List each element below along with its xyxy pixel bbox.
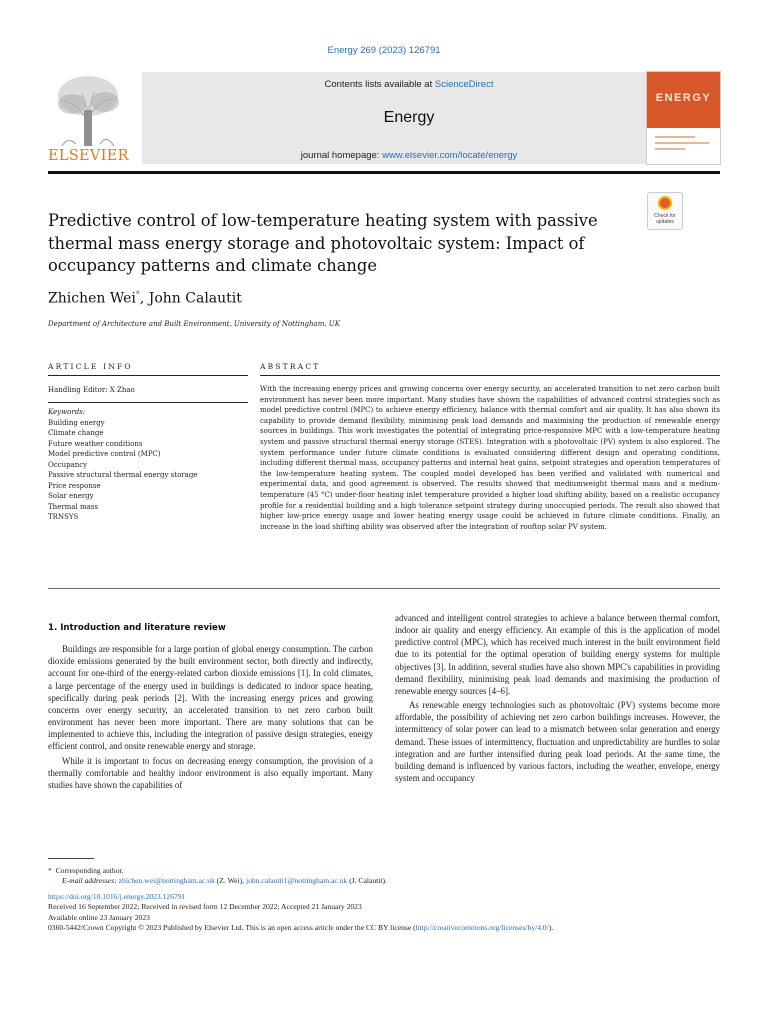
affiliation: Department of Architecture and Built Environment, University of Nottingham, UK	[48, 320, 340, 328]
cover-line	[655, 142, 709, 144]
footnote-separator	[48, 858, 94, 859]
email-link[interactable]: john.calautit1@nottingham.ac.uk	[245, 876, 348, 886]
journal-cover-thumbnail[interactable]	[646, 71, 721, 165]
body-column-right	[395, 612, 720, 784]
contents-line	[142, 79, 676, 90]
divider	[48, 375, 248, 376]
keyword: Passive structural thermal energy storage	[48, 471, 198, 479]
handling-editor: Handling Editor: X Zhao	[48, 386, 135, 394]
divider	[48, 402, 248, 403]
keywords-title: Keywords:	[48, 408, 86, 416]
author-name[interactable]: Zhichen Wei	[48, 290, 136, 307]
sciencedirect-link[interactable]: ScienceDirect	[434, 79, 494, 90]
footnotes	[48, 866, 728, 933]
received-dates: Received 16 September 2022; Received in revised form 12 December 2022; Accepted 21 January 2023	[48, 902, 362, 912]
journal-homepage-link[interactable]: www.elsevier.com/locate/energy	[382, 150, 518, 161]
email-owner: (Z. Wei),	[214, 876, 246, 886]
keyword: Thermal mass	[48, 502, 98, 511]
footnote-mark: *	[48, 866, 52, 875]
copyright-line	[48, 923, 728, 933]
article-title: Predictive control of low-temperature heating system with passive thermal mass energy storage and photovoltaic system: Impact of occupancy patterns and climate change	[48, 211, 598, 275]
keywords-block	[48, 407, 248, 523]
email-owner: (J. Calautit).	[347, 876, 387, 886]
journal-name: Energy	[383, 109, 435, 126]
copyright-text: 0360-5442/Crown Copyright © 2023 Published by Elsevier Ltd. This is an open access article under the CC BY license (	[48, 923, 416, 933]
journal-citation[interactable]: Energy 269 (2023) 126791	[327, 45, 441, 56]
keyword: Occupancy	[48, 460, 88, 469]
email-label: E-mail addresses:	[62, 876, 117, 886]
publisher-wordmark: ELSEVIER	[48, 148, 129, 164]
keyword: Solar energy	[48, 492, 94, 500]
abstract-heading: ABSTRACT	[260, 362, 321, 371]
cover-title: ENERGY	[655, 92, 712, 104]
corresponding-author-mark[interactable]: *	[135, 290, 140, 299]
online-date: Available online 23 January 2023	[48, 912, 150, 922]
homepage-prefix: journal homepage:	[300, 150, 383, 161]
corresponding-label: Corresponding author.	[55, 866, 124, 875]
updates-badge-icon	[658, 196, 672, 210]
email-link[interactable]: zhichen.wei@nottingham.ac.uk	[118, 876, 215, 886]
doi-link[interactable]: https://doi.org/10.1016/j.energy.2023.126791	[48, 891, 186, 901]
author-list	[48, 290, 242, 307]
abstract-text: With the increasing energy prices and growing concerns over energy security, an accelerated transition to net zero carbon built environment has never been more important. Many studies have shown the capabilities of advanced control strategies such as model predictive control (MPC) to achieve energy efficiency, balance with thermal comfort and air quality. It has also shown its capability to provide demand flexibility, minimising peak load demands and maximising the production of renewable energy sources in buildings. This work investigates the potential of integrating price-responsive MPC with a low-temperature heating system and passive structural thermal energy storage (STES). Integration with a photovoltaic (PV) system is also explored. The system performance under future climate conditions is evaluated considering different design and operating conditions, including different thermal mass, occupancy patterns and internal heat gains, setpoint strategies and operation temperatures of the low-temperature heating system. The coupled model developed has been verified and validated with numerical and experimental data, and good agreement is observed. The results showed that mediumweight thermal mass and a medium-temperature (45 °C) under-floor heating inlet temperature provided a higher load shifting ability, based on a realistic occupancy profile for a residential building and a high tolerance setpoint strategy during unoccupied periods. The result also showed that higher low-price energy usage and lower heating energy usage could be achieved in future climate conditions. Finally, an increase in the load shifting ability was observed after the integration of rooftop solar PV system.	[260, 385, 720, 531]
article-info-heading: ARTICLE INFO	[48, 362, 133, 371]
keyword: Building energy	[48, 418, 105, 427]
keyword: Climate change	[48, 429, 104, 437]
divider	[48, 588, 720, 589]
contents-prefix: Contents lists available at	[324, 79, 435, 90]
divider	[260, 375, 720, 376]
elsevier-logo[interactable]	[48, 70, 128, 166]
body-column-left	[48, 622, 373, 791]
keyword: TRNSYS	[48, 513, 79, 521]
body-paragraph: Buildings are responsible for a large portion of global energy consumption. The carbon dioxide emissions generated by the built environment sector, both directly and indirectly, account for one-third of the energy-related carbon dioxide emissions [1]. In cold climates, a large percentage of the energy used in buildings is dedicated to indoor space heating, specifically during peak periods [2]. With the increasing energy prices and growing concerns over energy security, an accelerated transition to net zero carbon built environment has never been more important. There are many solutions that can be implemented to achieve this, including the integration of passive design strategies, energy efficient control, and onsite renewable energy and storage.	[48, 644, 373, 752]
cover-line	[655, 136, 695, 138]
body-paragraph: While it is important to focus on decreasing energy consumption, the provision of a thermally comfortable and healthy indoor environment is also equally important. Many studies have shown the capabilities of	[48, 755, 373, 790]
cover-band	[647, 72, 720, 128]
corresponding-author-note	[48, 866, 728, 876]
keyword: Future weather conditions	[48, 439, 143, 448]
email-line	[48, 876, 728, 886]
body-paragraph: advanced and intelligent control strategies to achieve a balance between thermal comfort, indoor air quality and energy efficiency. An example of this is the application of model predictive control (MPC), which has received much interest in the built environment field due to its potential for the optimal operation of building energy systems for multiple objectives [3]. In addition, several studies have also shown MPC's capabilities in providing demand flexibility, minimising peak load demands and maximising the production of renewable energy sources [4–6].	[395, 613, 720, 696]
updates-label: Check for updates	[654, 213, 676, 225]
header-rule	[48, 171, 720, 174]
copyright-suffix: ).	[548, 923, 554, 933]
journal-banner	[142, 72, 676, 164]
keyword: Price response	[48, 481, 101, 490]
section-heading: 1. Introduction and literature review	[48, 623, 226, 633]
tree-icon	[48, 70, 128, 148]
homepage-line	[142, 150, 676, 161]
keyword: Model predictive control (MPC)	[48, 450, 161, 458]
check-for-updates-button[interactable]	[647, 192, 683, 230]
license-link[interactable]: http://creativecommons.org/licenses/by/4.0/	[415, 923, 549, 933]
author-separator: ,	[139, 290, 149, 307]
body-paragraph: As renewable energy technologies such as photovoltaic (PV) systems become more affordable, the possibility of achieving net zero carbon buildings increases. However, the intermittency of solar power can lead to a mismatch between solar generation and energy demand. These issues of intermittency, fluctuation and unpredictability are hurdles to solar integration and are further intensified during peak load periods. At the same time, the building demand is influenced by various factors, including the weather, envelope, energy system and occupancy	[395, 700, 720, 784]
author-name[interactable]: John Calautit	[148, 290, 242, 307]
cover-line	[655, 148, 685, 150]
journal-header	[48, 70, 721, 168]
